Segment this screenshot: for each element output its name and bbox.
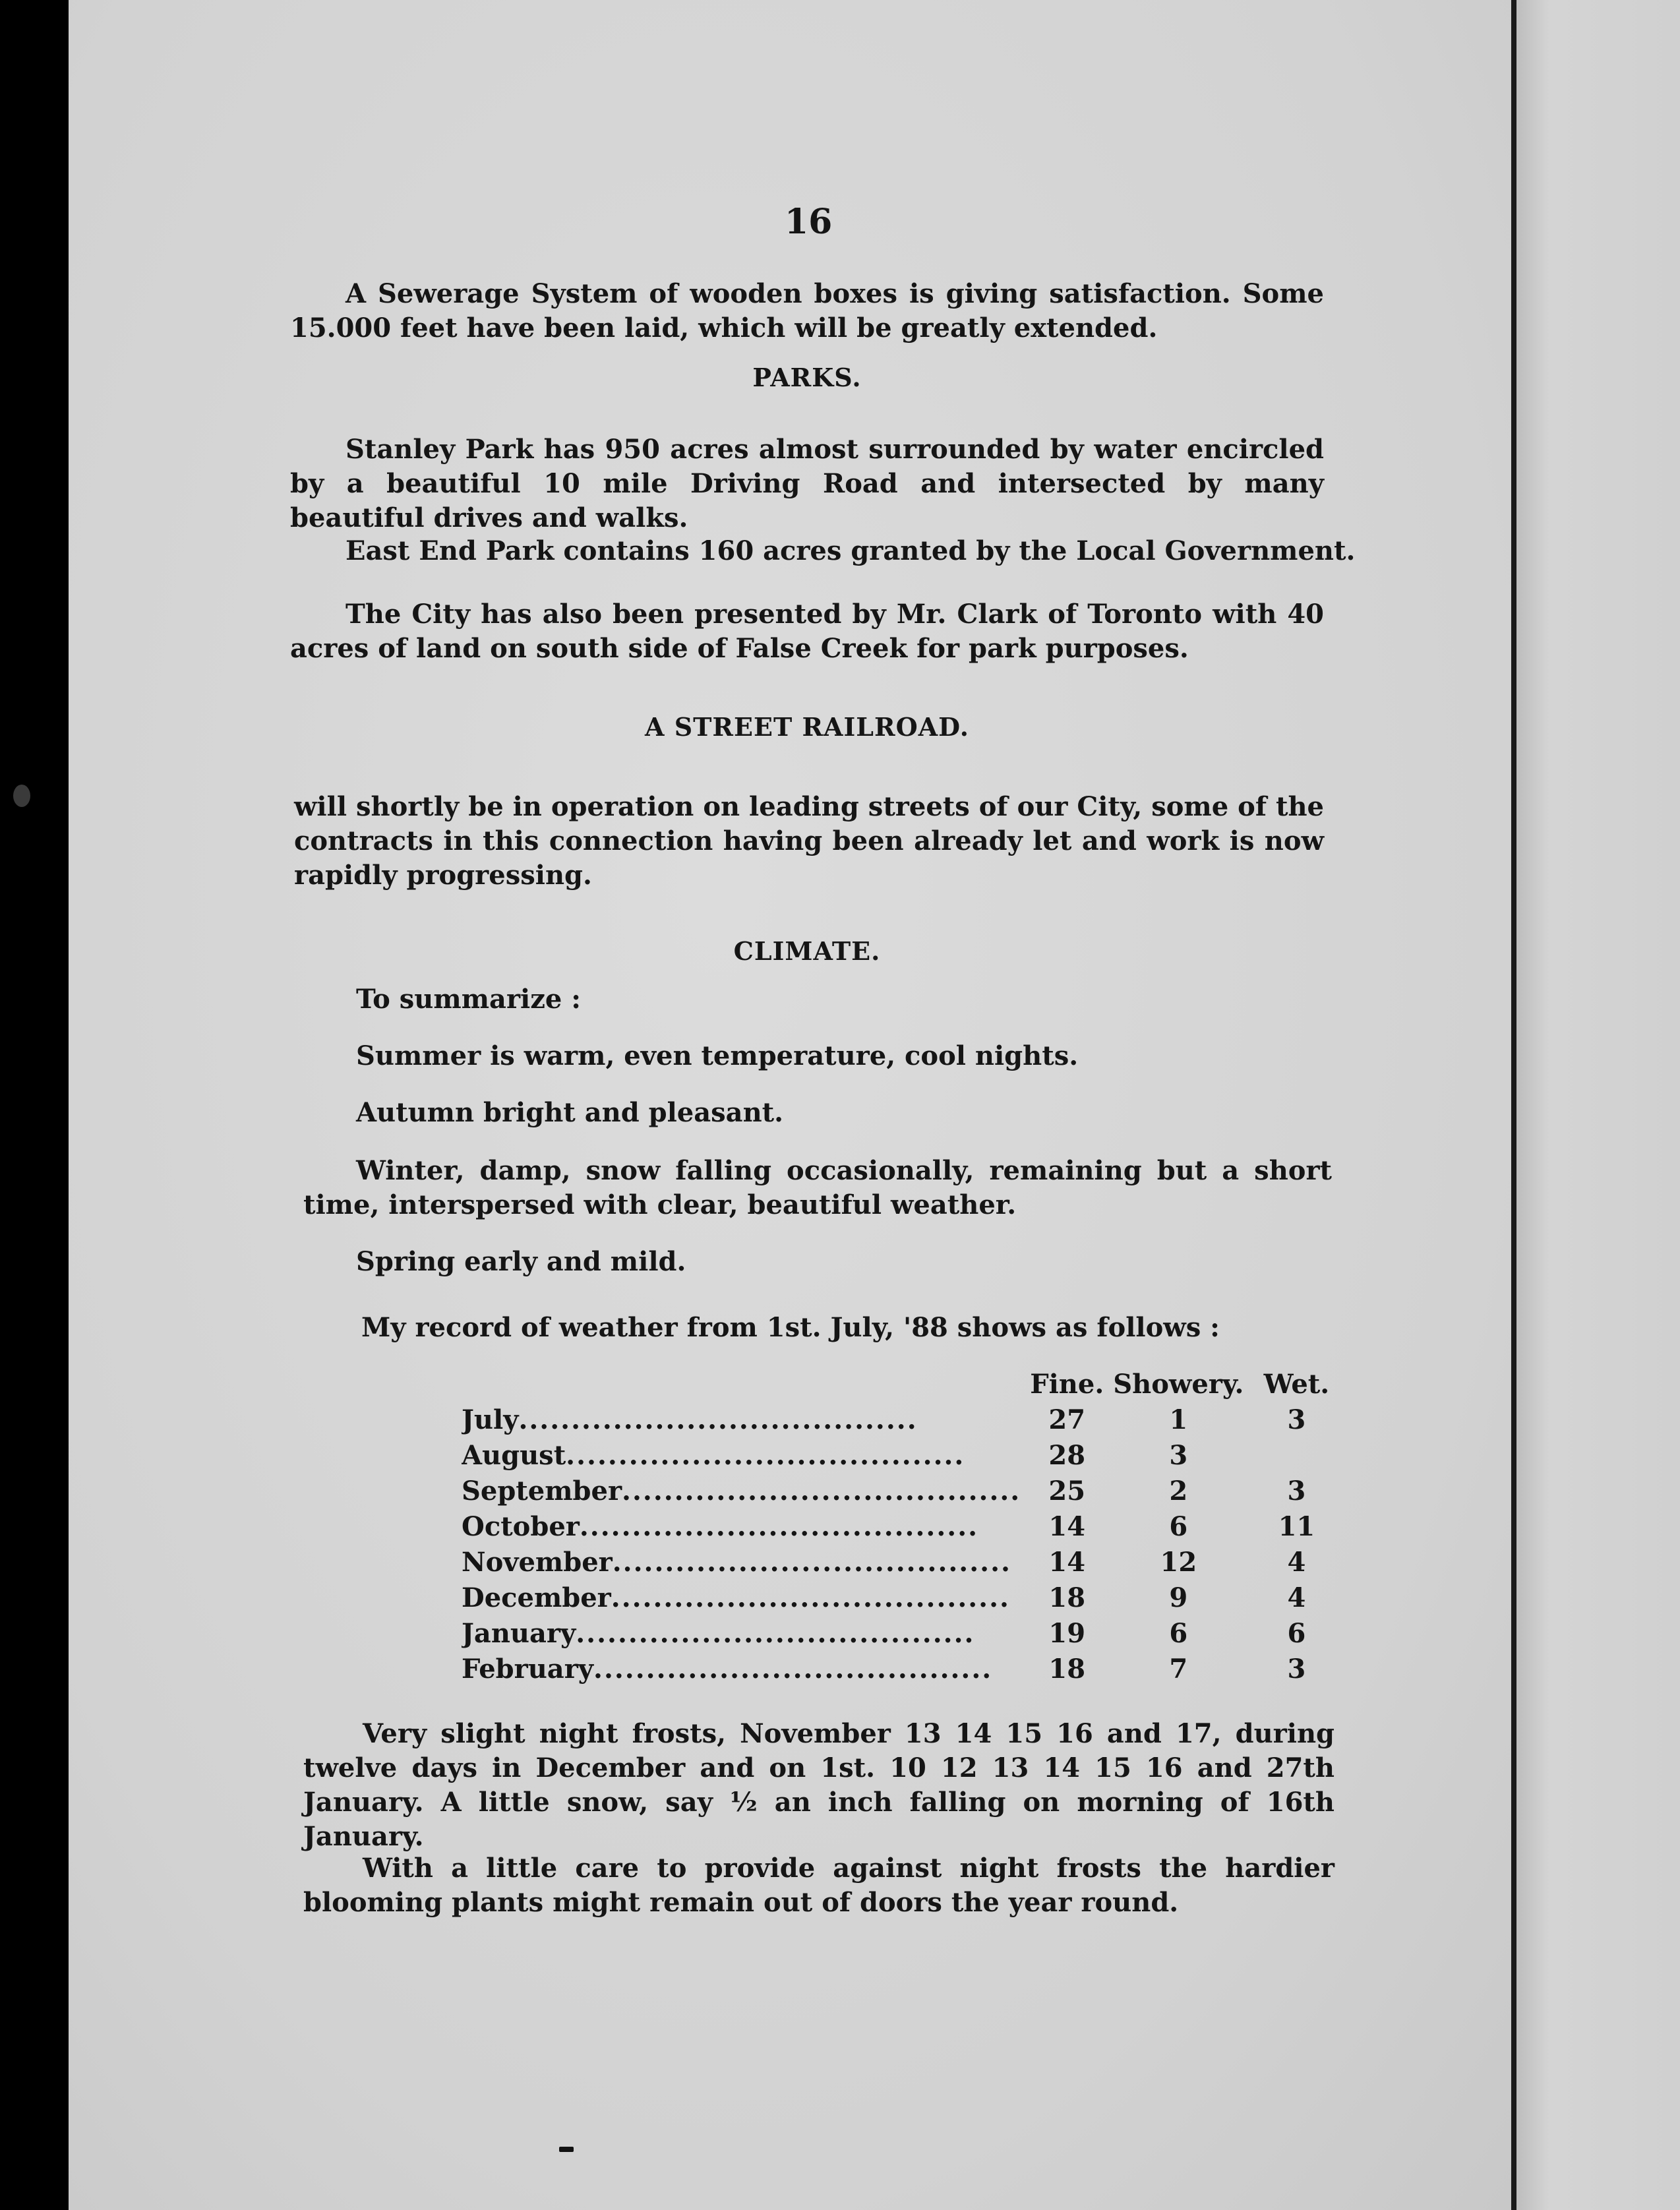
month-cell: September — [462, 1475, 622, 1507]
leader-dots: ...................................... — [612, 1546, 1011, 1578]
month-header — [462, 1366, 1021, 1402]
page-number: 16 — [785, 202, 833, 242]
showery-header: Showery. — [1113, 1368, 1244, 1400]
fine-cell: 14 — [1048, 1510, 1086, 1542]
sewerage-paragraph: A Sewerage System of wooden boxes is giving satisfaction. Some 15.000 feet have been laid, which will be greatly extended. — [290, 278, 1324, 343]
frosts-paragraph: Very slight night frosts, November 13 14 15 16 and 17, during twelve days in December and on 1st. 10 12 13 14 15 16 and 27th January. A little snow, say ½ an inch falling on morning of 16th January. — [303, 1718, 1335, 1852]
fine-header: Fine. — [1030, 1368, 1104, 1400]
table-row — [462, 1651, 1349, 1687]
leader-dots: ...................................... — [611, 1582, 1010, 1613]
wet-cell: 3 — [1287, 1475, 1306, 1507]
climate-heading: CLIMATE. — [733, 936, 881, 966]
showery-cell: 3 — [1169, 1439, 1188, 1471]
fine-cell: 25 — [1048, 1475, 1086, 1507]
table-row — [462, 1508, 1349, 1544]
scan-artifact — [13, 785, 30, 807]
leader-dots: ...................................... — [579, 1510, 979, 1542]
wet-cell: 6 — [1287, 1617, 1306, 1649]
leader-dots: ...................................... — [566, 1439, 965, 1471]
table-row — [462, 1473, 1349, 1508]
month-cell: August — [462, 1439, 566, 1471]
fine-cell: 18 — [1048, 1653, 1086, 1685]
weather-record-intro: My record of weather from 1st. July, '88 shows as follows : — [361, 1312, 1220, 1343]
wet-cell: 4 — [1287, 1546, 1306, 1578]
showery-cell: 6 — [1169, 1510, 1188, 1542]
climate-summer: Summer is warm, even temperature, cool nights. — [356, 1040, 1079, 1071]
month-cell: July — [462, 1404, 519, 1435]
parks-heading: PARKS. — [752, 363, 862, 392]
street-railroad-heading: A STREET RAILROAD. — [645, 712, 969, 742]
table-row — [462, 1544, 1349, 1580]
wet-cell: 3 — [1287, 1404, 1306, 1435]
showery-cell: 6 — [1169, 1617, 1188, 1649]
east-end-park-paragraph: East End Park contains 160 acres granted by the Local Government. — [345, 535, 1356, 566]
plants-paragraph: With a little care to provide against night frosts the hardier blooming plants might remain out of doors the year round. — [303, 1853, 1335, 1918]
wet-cell: 11 — [1278, 1510, 1315, 1542]
table-row — [462, 1402, 1349, 1437]
month-cell: October — [462, 1510, 580, 1542]
showery-cell: 1 — [1169, 1404, 1188, 1435]
leader-dots: ...................................... — [576, 1617, 975, 1649]
wet-cell — [1244, 1437, 1349, 1473]
stanley-park-paragraph: Stanley Park has 950 acres almost surrounded by water encircled by a beautiful 10 mile Driving Road and intersected by many beautiful drives and walks. — [290, 434, 1324, 533]
fine-cell: 18 — [1048, 1582, 1086, 1613]
street-railroad-paragraph: will shortly be in operation on leading streets of our City, some of the contracts in this connection having been already let and work is now rapidly progressing. — [294, 791, 1324, 891]
climate-autumn: Autumn bright and pleasant. — [356, 1097, 784, 1128]
table-row — [462, 1437, 1349, 1473]
showery-cell: 9 — [1169, 1582, 1188, 1613]
wet-cell: 3 — [1287, 1653, 1306, 1685]
leader-dots: ...................................... — [518, 1404, 918, 1435]
ink-speck — [559, 2147, 574, 2152]
leader-dots: ...................................... — [622, 1475, 1021, 1507]
wet-header: Wet. — [1263, 1368, 1330, 1400]
month-cell: November — [462, 1546, 613, 1578]
climate-intro: To summarize : — [356, 984, 582, 1015]
facing-page-edge — [1516, 0, 1680, 2210]
weather-table — [462, 1366, 1349, 1687]
climate-winter: Winter, damp, snow falling occasionally, remaining but a short time, interspersed with clear, beautiful weather. — [303, 1155, 1332, 1220]
table-row — [462, 1580, 1349, 1615]
wet-cell: 4 — [1287, 1582, 1306, 1613]
fine-cell: 27 — [1048, 1404, 1086, 1435]
month-cell: December — [462, 1582, 611, 1613]
climate-spring: Spring early and mild. — [356, 1246, 686, 1277]
month-cell: February — [462, 1653, 594, 1685]
fine-cell: 14 — [1048, 1546, 1086, 1578]
showery-cell: 7 — [1169, 1653, 1188, 1685]
weather-table-header — [462, 1366, 1349, 1402]
showery-cell: 2 — [1169, 1475, 1188, 1507]
table-row — [462, 1615, 1349, 1651]
binding-spine — [1511, 0, 1516, 2210]
clark-land-paragraph: The City has also been presented by Mr. Clark of Toronto with 40 acres of land on south side of False Creek for park purposes. — [290, 599, 1324, 664]
showery-cell: 12 — [1160, 1546, 1197, 1578]
fine-cell: 19 — [1048, 1617, 1086, 1649]
month-cell: January — [462, 1617, 576, 1649]
fine-cell: 28 — [1048, 1439, 1086, 1471]
leader-dots: ...................................... — [593, 1653, 993, 1685]
